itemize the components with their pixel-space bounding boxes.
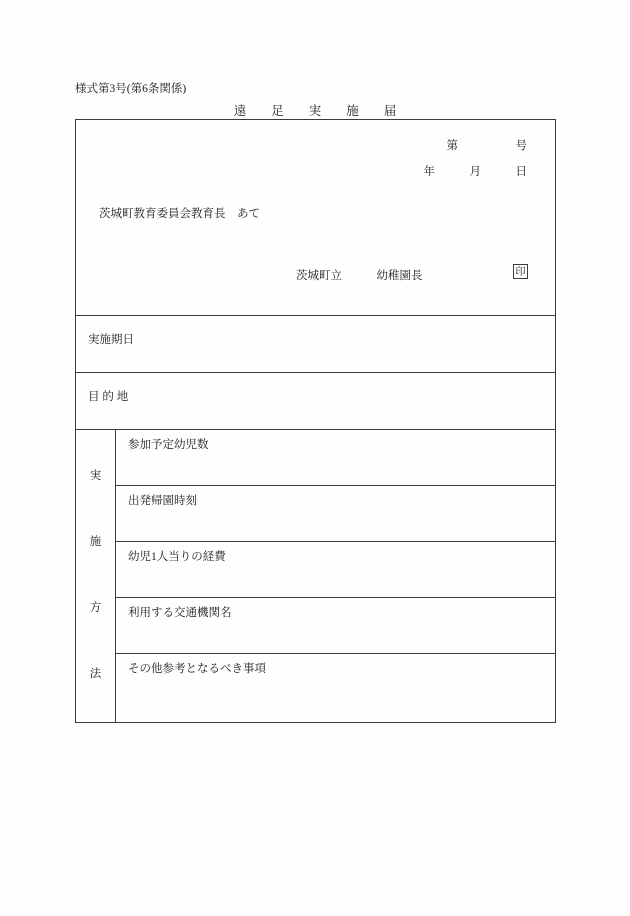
row-label-departure-return-time: 出発帰園時刻 — [128, 495, 197, 507]
table-row — [116, 486, 555, 542]
table-row — [116, 654, 555, 722]
method-side-char: 実 — [89, 470, 102, 483]
seal-stamp-icon: 印 — [513, 264, 528, 279]
table-row — [76, 316, 555, 373]
table-row — [116, 598, 555, 654]
row-label-transport-name: 利用する交通機関名 — [128, 607, 232, 619]
sender-line: 茨城町立 幼稚園長 — [296, 270, 423, 282]
table-row — [76, 373, 555, 430]
method-side-char: 方 — [89, 602, 102, 615]
page-title-text: 遠 足 実 施 届 — [233, 104, 397, 118]
row-label-implementation-date: 実施期日 — [88, 334, 134, 346]
table-row — [116, 542, 555, 598]
method-side-char: 法 — [89, 668, 102, 681]
row-label-participant-count: 参加予定幼児数 — [128, 439, 209, 451]
row-label-cost-per-child: 幼児1人当りの経費 — [128, 551, 226, 563]
addressee-line: 茨城町教育委員会教育長 あて — [99, 208, 260, 220]
method-rows — [116, 430, 555, 722]
form-table — [75, 119, 556, 723]
row-label-other-notes: その他参考となるべき事項 — [128, 663, 266, 675]
header-block — [76, 120, 555, 316]
method-block — [76, 430, 555, 722]
document-date-line: 年 月 日 — [423, 166, 527, 178]
method-side-char: 施 — [89, 536, 102, 549]
method-side-label — [76, 430, 116, 722]
document-number-line: 第 号 — [446, 140, 527, 152]
page-title — [0, 101, 630, 119]
row-label-destination: 目 的 地 — [88, 391, 129, 403]
form-code: 様式第3号(第6条関係) — [75, 83, 187, 95]
table-row — [116, 430, 555, 486]
